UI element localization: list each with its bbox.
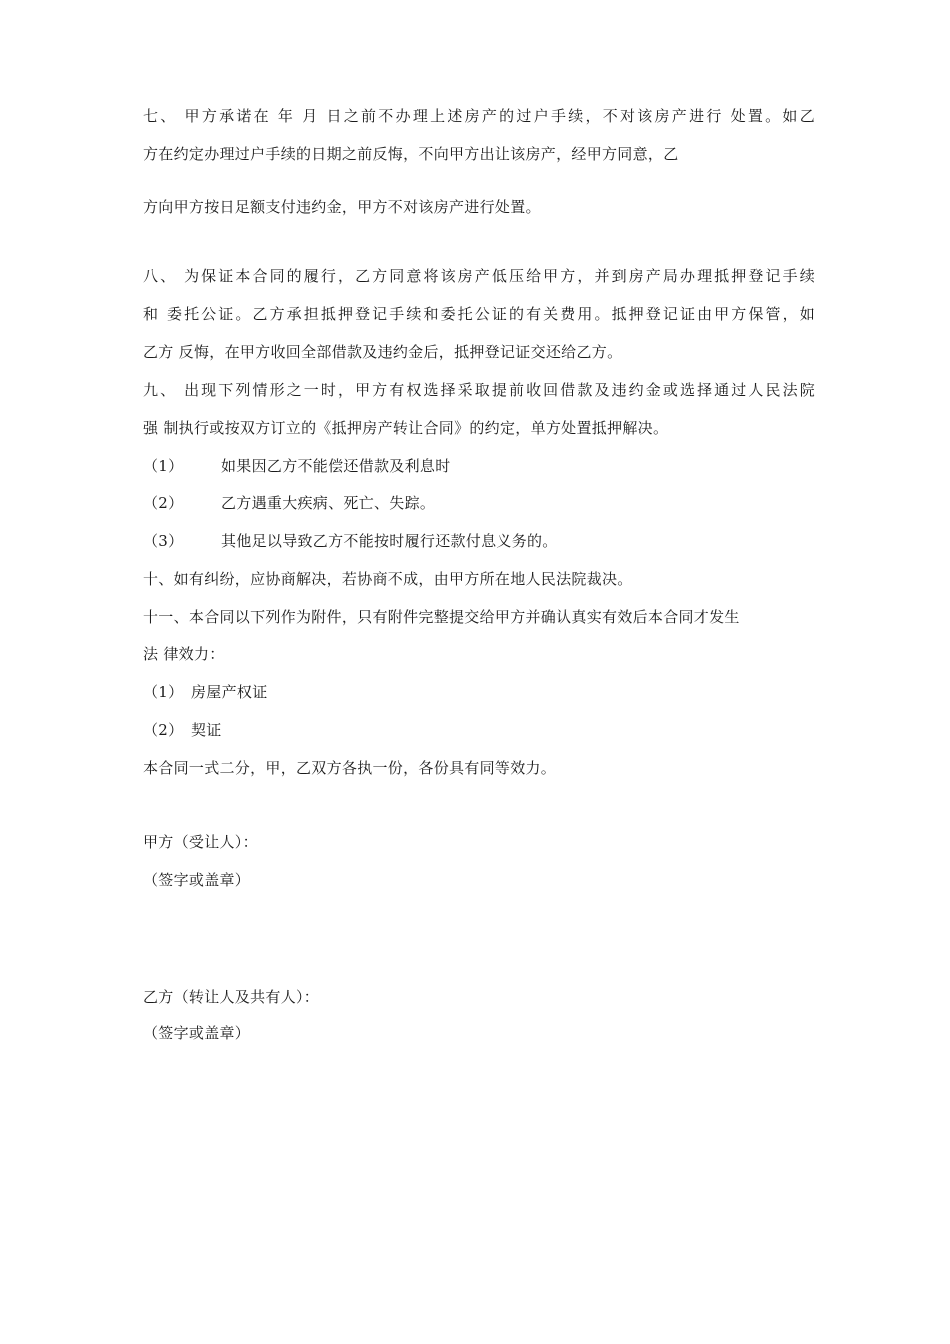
clause-10-line-1: 十、如有纠纷，应协商解决，若协商不成，由甲方所在地人民法院裁决。 (143, 570, 633, 588)
item-number: （2） (143, 721, 184, 739)
item-number: （1） (143, 457, 184, 475)
copies-statement: 本合同一式二分，甲，乙双方各执一份，各份具有同等效力。 (143, 759, 557, 777)
clause-8-line-2: 和 委托公证。乙方承担抵押登记手续和委托公证的有关费用。抵押登记证由甲方保管，如 (143, 305, 815, 323)
clause-9-line-2: 强 制执行或按双方订立的《抵押房产转让合同》的约定，单方处置抵押解决。 (143, 419, 669, 437)
item-text: 如果因乙方不能偿还借款及利息时 (221, 457, 451, 475)
party-a-label: 甲方（受让人）： (143, 833, 258, 851)
clause-11-item-2 (143, 720, 222, 740)
item-number: （2） (143, 494, 184, 512)
clause-9-line-1: 九、 出现下列情形之一时，甲方有权选择采取提前收回借款及违约金或选择通过人民法院 (143, 381, 815, 399)
clause-7-line-1: 七、 甲方承诺在 年 月 日之前不办理上述房产的过户手续，不对该房产进行 处置。如乙 (143, 107, 815, 125)
clause-11-item-1 (143, 682, 268, 702)
clause-7-line-2: 方在约定办理过户手续的日期之前反悔，不向甲方出让该房产，经甲方同意，乙 (143, 145, 679, 163)
item-text: 契证 (191, 721, 222, 739)
clause-7-line-3: 方向甲方按日足额支付违约金，甲方不对该房产进行处置。 (143, 198, 541, 216)
party-b-label: 乙方（转让人及共有人）： (143, 988, 320, 1006)
clause-9-item-3 (143, 531, 558, 551)
party-b-signature: （签字或盖章） (143, 1024, 251, 1042)
clause-8-line-3: 乙方 反悔，在甲方收回全部借款及违约金后，抵押登记证交还给乙方。 (143, 343, 623, 361)
item-text: 房屋产权证 (191, 683, 268, 701)
clause-8-line-1: 八、 为保证本合同的履行，乙方同意将该房产低压给甲方，并到房产局办理抵押登记手续 (143, 267, 815, 285)
clause-11-line-1: 十一、本合同以下列作为附件，只有附件完整提交给甲方并确认真实有效后本合同才发生 (143, 608, 740, 626)
item-number: （3） (143, 532, 184, 550)
item-number: （1） (143, 683, 184, 701)
clause-9-item-1 (143, 456, 451, 476)
clause-11-line-2: 法 律效力： (143, 645, 225, 663)
item-text: 其他足以导致乙方不能按时履行还款付息义务的。 (221, 532, 558, 550)
clause-9-item-2 (143, 493, 435, 513)
party-a-signature: （签字或盖章） (143, 871, 251, 889)
item-text: 乙方遇重大疾病、死亡、失踪。 (221, 494, 436, 512)
